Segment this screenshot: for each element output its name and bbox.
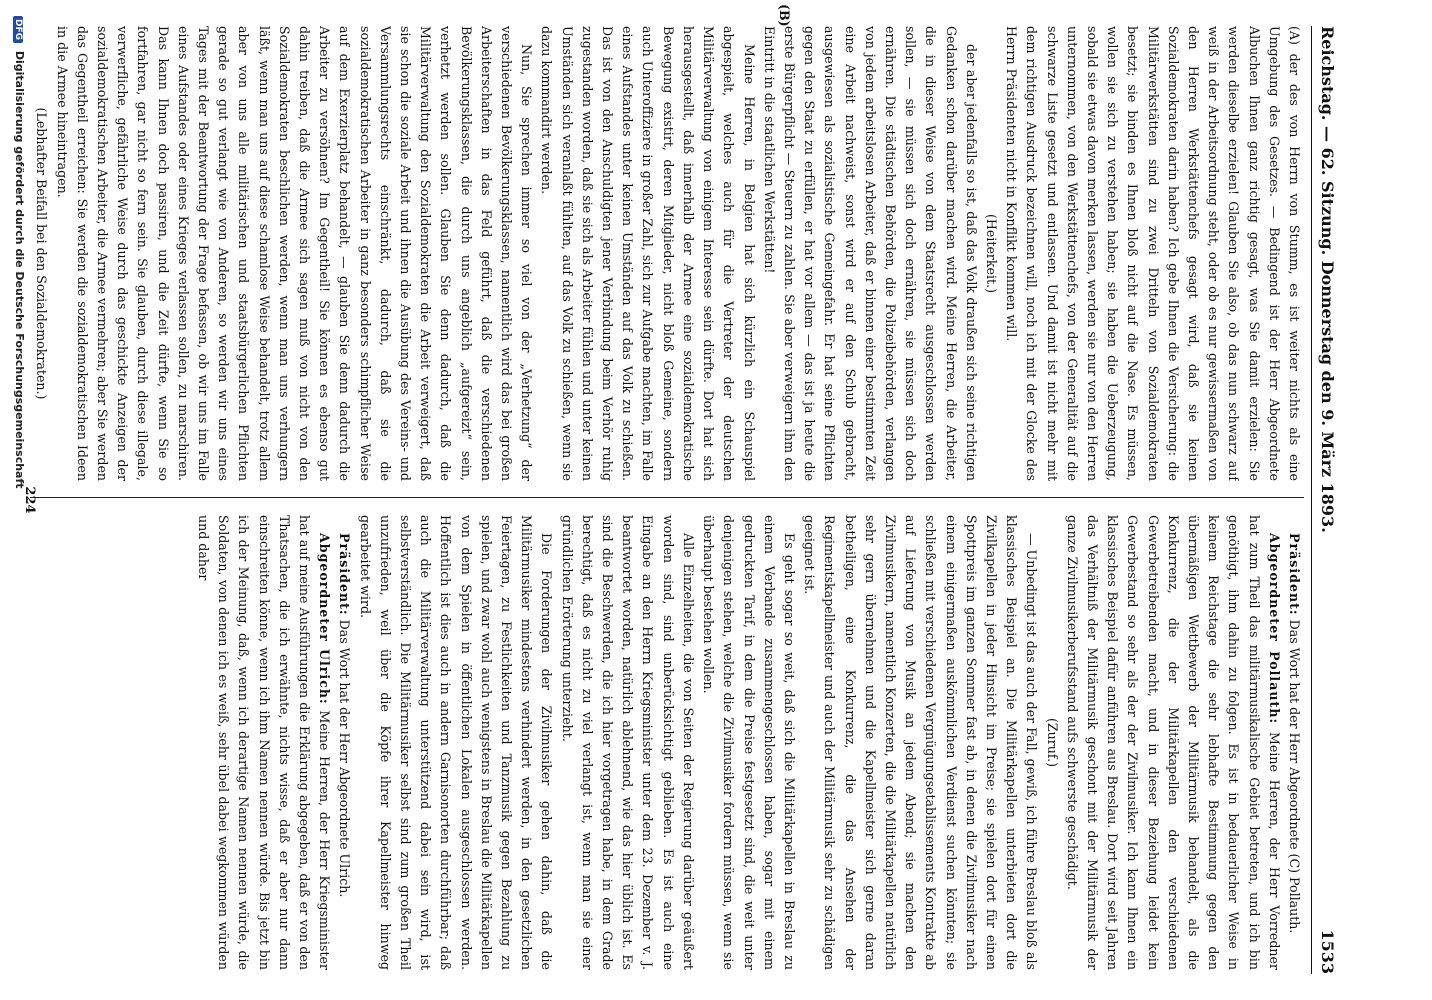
digitization-text: Digitalisierung gefördert durch die Deutsche Forschungsgemeinschaft: [13, 50, 26, 489]
left-column: [34, 26, 1304, 481]
centered-note: (Heiterkeit.): [983, 214, 999, 293]
page-header: [1315, 26, 1337, 974]
body-paragraph: der aber jedenfalls so ist, daß das Volk draußen sich seine richtigen Gedanken schon darüber machen wird. Meine Herren, die Arbeiter, die in dieser Weise von dem Staatsrecht ausgeschlossen werden sollen, — sie müssen sich doch ernähren, sie müssen sich doch ernähren. Die städtischen Behörden, die Polizeibehörden, verlangen von jedem arbeitslosen Arbeiter, daß er binnen einer bestimmten Zeit eine Arbeit nachweist, sonst wird er auf den Schub gebracht, ausgewiesen als sozialistische Gemeingefahr. Er hat seine Pflichten gegen den Staat zu erfüllen, er hat vor allem — das ist ja heute die erste Bürgerpflicht — Steuern zu zahlen. Sie aber verweigern ihm den Eintritt in die staatlichen Werkstätten!: [761, 26, 979, 481]
speaker-text: Meine Herren, der Herr Kriegsminister hat auf meine Ausführungen die Erklärung abgegeben, daß er von den Thatsachen, die ich erwähnte, nichts wisse, daß er aber nur dann einschreiten könne, wenn ich ihm Namen nennen würde. Bis jetzt bin ich der Meinung, daß, wenn ich derartige Namen nennen würde, die Soldaten, von denen ich es weiß, sehr übel dabei wegkommen würden und daher: [196, 515, 333, 970]
speaker-paragraph: [1284, 515, 1304, 970]
body-paragraph: Meine Herren, in Belgien hat sich kürzlich ein Schauspiel abgespielt, welches auch für die Vertreter der deutschen Militärverwaltung von einigem Interesse sein dürfte. Dort hat sich herausgestellt, daß innerhalb der Armee eine sozialdemokratische Bewegung existirt, deren Mitglieder, nicht bloß Gemeine, sondern auch Unteroffiziere in großer Zahl, sich zur Aufgabe machten, im Falle eines Aufstandes unter keinen Umständen auf das Volk zu schießen. Das ist von den Anschuldigten jener Verbindung beim Verhör ruhig zugestanden worden, daß sie sich als Arbeiter fühlen und unter keinen Umständen sich veranlaßt fühlten, auf das Volk zu schießen, wenn sie dazu kommandirt werden.: [539, 26, 757, 481]
speaker-name: Abgeordneter Ulrich:: [317, 533, 333, 705]
body-paragraph: Nun, Sie sprechen immer so viel von der „Verhetzung“ der verschiedenen Bevölkerungsklassen, namentlich wird das bei großen Arbeiterschaften in das Feld geführt, daß die verschiedenen Bevölkerungsklassen, die durch uns angeblich „aufgereizt“ sein, verhetzt werden sollen. Glauben Sie denn dadurch, daß die Militärverwaltung den Sozialdemokraten die Arbeit verweigert, daß sie schon die soziale Arbeit und ihnen die Ausübung des Vereins- und Versammlungsrechts einschränkt, dadurch, daß sie die sozialdemokratischen Arbeiter in ganz besonders schimpflicher Weise auf dem Exerzierplatz behandelt, — glauben Sie denn dadurch die Arbeiter zu versöhnen? Im Gegentheil! Sie können es ebenso gut dahin treiben, daß die Armee sich sagen muß von nicht von den Sozialdemokraten beschlichen werden, wenn man uns verhungern läßt, wenn man uns auf diese schamlose Weise behandelt, trotz allem aber von uns alle militärischen und staatsbürgerlichen Pflichten gerade so gut verlangt wie von Anderen, so werden wir uns eines Tages mit der Beantwortung der Frage befassen, ob wir uns im Falle eines Aufstandes oder eines Krieges verlassen sollen, zu marschiren. Das kann Ihnen doch passiren, und die Zeit dürfte, wenn Sie so fortfahren, gar nicht so fern sein. Sie glauben, durch diese illegale, verwerfliche, gefährliche Weise durch das geschickte Anzeigen der sozialdemokratischen Arbeiter, die Armee vermehren; aber Sie werden das Gegentheil erreichen: Sie werden die sozialdemokratischen Ideen in die Armee hineintragen.: [54, 26, 535, 481]
body-paragraph: (A) der des von Herrn von Stumm, es ist weiter nichts als eine Umgebung des Gesetzes. — Bedingend ist der Herr Abgeordnete Albuchen Ihnen ganz richtig gesagt, was Sie damit erzielen: Sie werden dieselbe erzielen! Glauben Sie also, ob das nun schwarz auf weiß in der Arbeitsordnung steht, oder ob es nur gewissermaßen von den Herren Werkstättenchefs gesagt wird, daß sie keinen Sozialdemokraten darin haben? Ich gebe Ihnen die Versicherung: die Militärwerkstätten sind zu zwei Dritteln von Sozialdemokraten besetzt; sie binden es Ihnen bloß nicht auf die Nase. Es müssen, wollen sie sich zu verstehen haben; sie haben die Ueberzeugung, sobald sie etwas davon merken lassen, werden sie nur von den Herren unternommen, von den Werkstättenchefs, von der Generalität auf die schwarze Liste gesetzt und entlassen. Und damit ist nicht mehr mit dem richtigen Ausdruck bezeichnen will, noch ich mit der Glocke des Herrn Präsidenten nicht in Konflikt kommen will.: [1004, 26, 1302, 481]
header-page-number: 1533: [1318, 929, 1337, 974]
centered-note: (Zuruf.): [1044, 717, 1060, 768]
speaker-paragraph: [1062, 515, 1284, 970]
body-paragraph: — Unbedingt ist das auch der Fall, gewiß, ich führe Breslau bloß als klassisches Beispiel an. Die Militärkapellen unterbieten dort die Zivilkapellen in jeder Hinsicht im Preise; sie spielen dort für einen Spottpreis im ganzen Sommer fast ab, in denen die Zivilmusiker nach einem einigermaßen auskömmlichen Verdienst suchen könnten; sie schließen mit verschiedenen Vergnügungsetablissements Kontrakte ab auf Lieferung von Musik an jedem Abend; sie machen den Zivilmusikern, namentlich Konzerten, die die Militärkapellen natürlich sehr gern übernehmen und die Kapellmeister sich gerne daran betheiligen, eine Konkurrenz, die das Ansehen der Regimentskapellmeister und auch der Militärmusik sehr zu schädigen geeignet ist.: [802, 515, 1040, 970]
header-rule: [1311, 26, 1312, 974]
speaker-name: Präsident:: [337, 533, 353, 616]
margin-mark-b: (B): [777, 4, 792, 27]
header-running-title: Reichstag. — 62. Sitzung. Donnerstag den 9. März 1893.: [1318, 26, 1337, 533]
column-divider: [30, 497, 1304, 498]
speaker-name: Abgeordneter Pollauth:: [1266, 533, 1282, 725]
centered-note: (Lebhafter Beifall bei den Sozialdemokraten.): [34, 107, 50, 400]
signature-number: 224: [22, 486, 37, 514]
speaker-text: Meine Herren, der Herr Vorredner hat zum Theil das militärmusikalische Gebiet betreten, und ich bin genöthigt, ihm dahin zu folgen. Es ist in bedauerlicher Weise in keinem Reichstage die sehr lebhafte Bestimmung gegen den übermäßigen Wettbewerb der Militärmusik behandelt, als die Konkurrenz, die der Militärkapellen den verschiedenen Gewerbetreibenden macht, und in dieser Beziehung leidet kein Gewerbestand so sehr als der der Zivilmusiker. Ich kann Ihnen ein klassisches Beispiel dafür anführen aus Breslau. Dort wird seit Jahren das Verhältniß der Militärmusik geschont mit der Militärmusik der ganze Zivilmusikerberufsstand aufs schwerste geschädigt.: [1064, 515, 1282, 970]
body-paragraph: Die Forderungen der Zivilmusiker gehen dahin, daß die Militärmusiker mindestens verhindert werden, in den gesetzlichen Feiertagen, zu Festlichkeiten und Tanzmusik gegen Bezahlung zu spielen, und zwar wohl auch wenigstens in Breslau die Militärkapellen von dem Spielen in öffentlichen Lokalen ausgeschlossen werden. Hoffentlich ist dies auch in andern Garnisonorten durchführbar; daß auch die Militärverwaltung unterstützend dabei sein wird, ist selbstverständlich. Die Militärmusiker selbst sind zum großen Theil unzufrieden, weil über die Köpfe ihrer Kapellmeister hinweg gearbeitet wird.: [357, 515, 555, 970]
body-paragraph: Es geht sogar so weit, daß sich die Militärkapellen in Breslau zu einem Verbande zusammengeschlossen haben, sogar mit einem gedruckten Tarif, in dem die Preise festgesetzt sind, die weit unter denjenigen stehen, welche die Zivilmusiker fordern müssen, wenn sie überhaupt bestehen wollen.: [701, 515, 797, 970]
speaker-paragraph: [334, 515, 354, 970]
speaker-text: Das Wort hat der Herr Abgeordnete Ulrich.: [337, 619, 353, 898]
speaker-name: Präsident:: [1287, 533, 1302, 616]
body-paragraph: Alle Einzelheiten, die von Seiten der Regierung darüber geäußert worden sind, sind unberücksichtigt geblieben. Es ist auch eine Eingabe an den Herrn Kriegsminister unter dem 23. Dezember v. J. beantwortet worden, natürlich ablehnend, wie das hier üblich ist. Es sind die Beschwerden, die ich hier vorgetragen habe, in dem Grade berechtigt, daß es nicht zu viel verlangt ist, wenn man sie einer gründlichen Erörterung unterzieht.: [559, 515, 696, 970]
dfg-logo-icon: DFG: [13, 16, 23, 43]
right-column: [34, 515, 1304, 970]
speaker-text: Das Wort hat der Herr Abgeordnete (C) Pollauth.: [1287, 619, 1302, 934]
speaker-paragraph: [193, 515, 334, 970]
